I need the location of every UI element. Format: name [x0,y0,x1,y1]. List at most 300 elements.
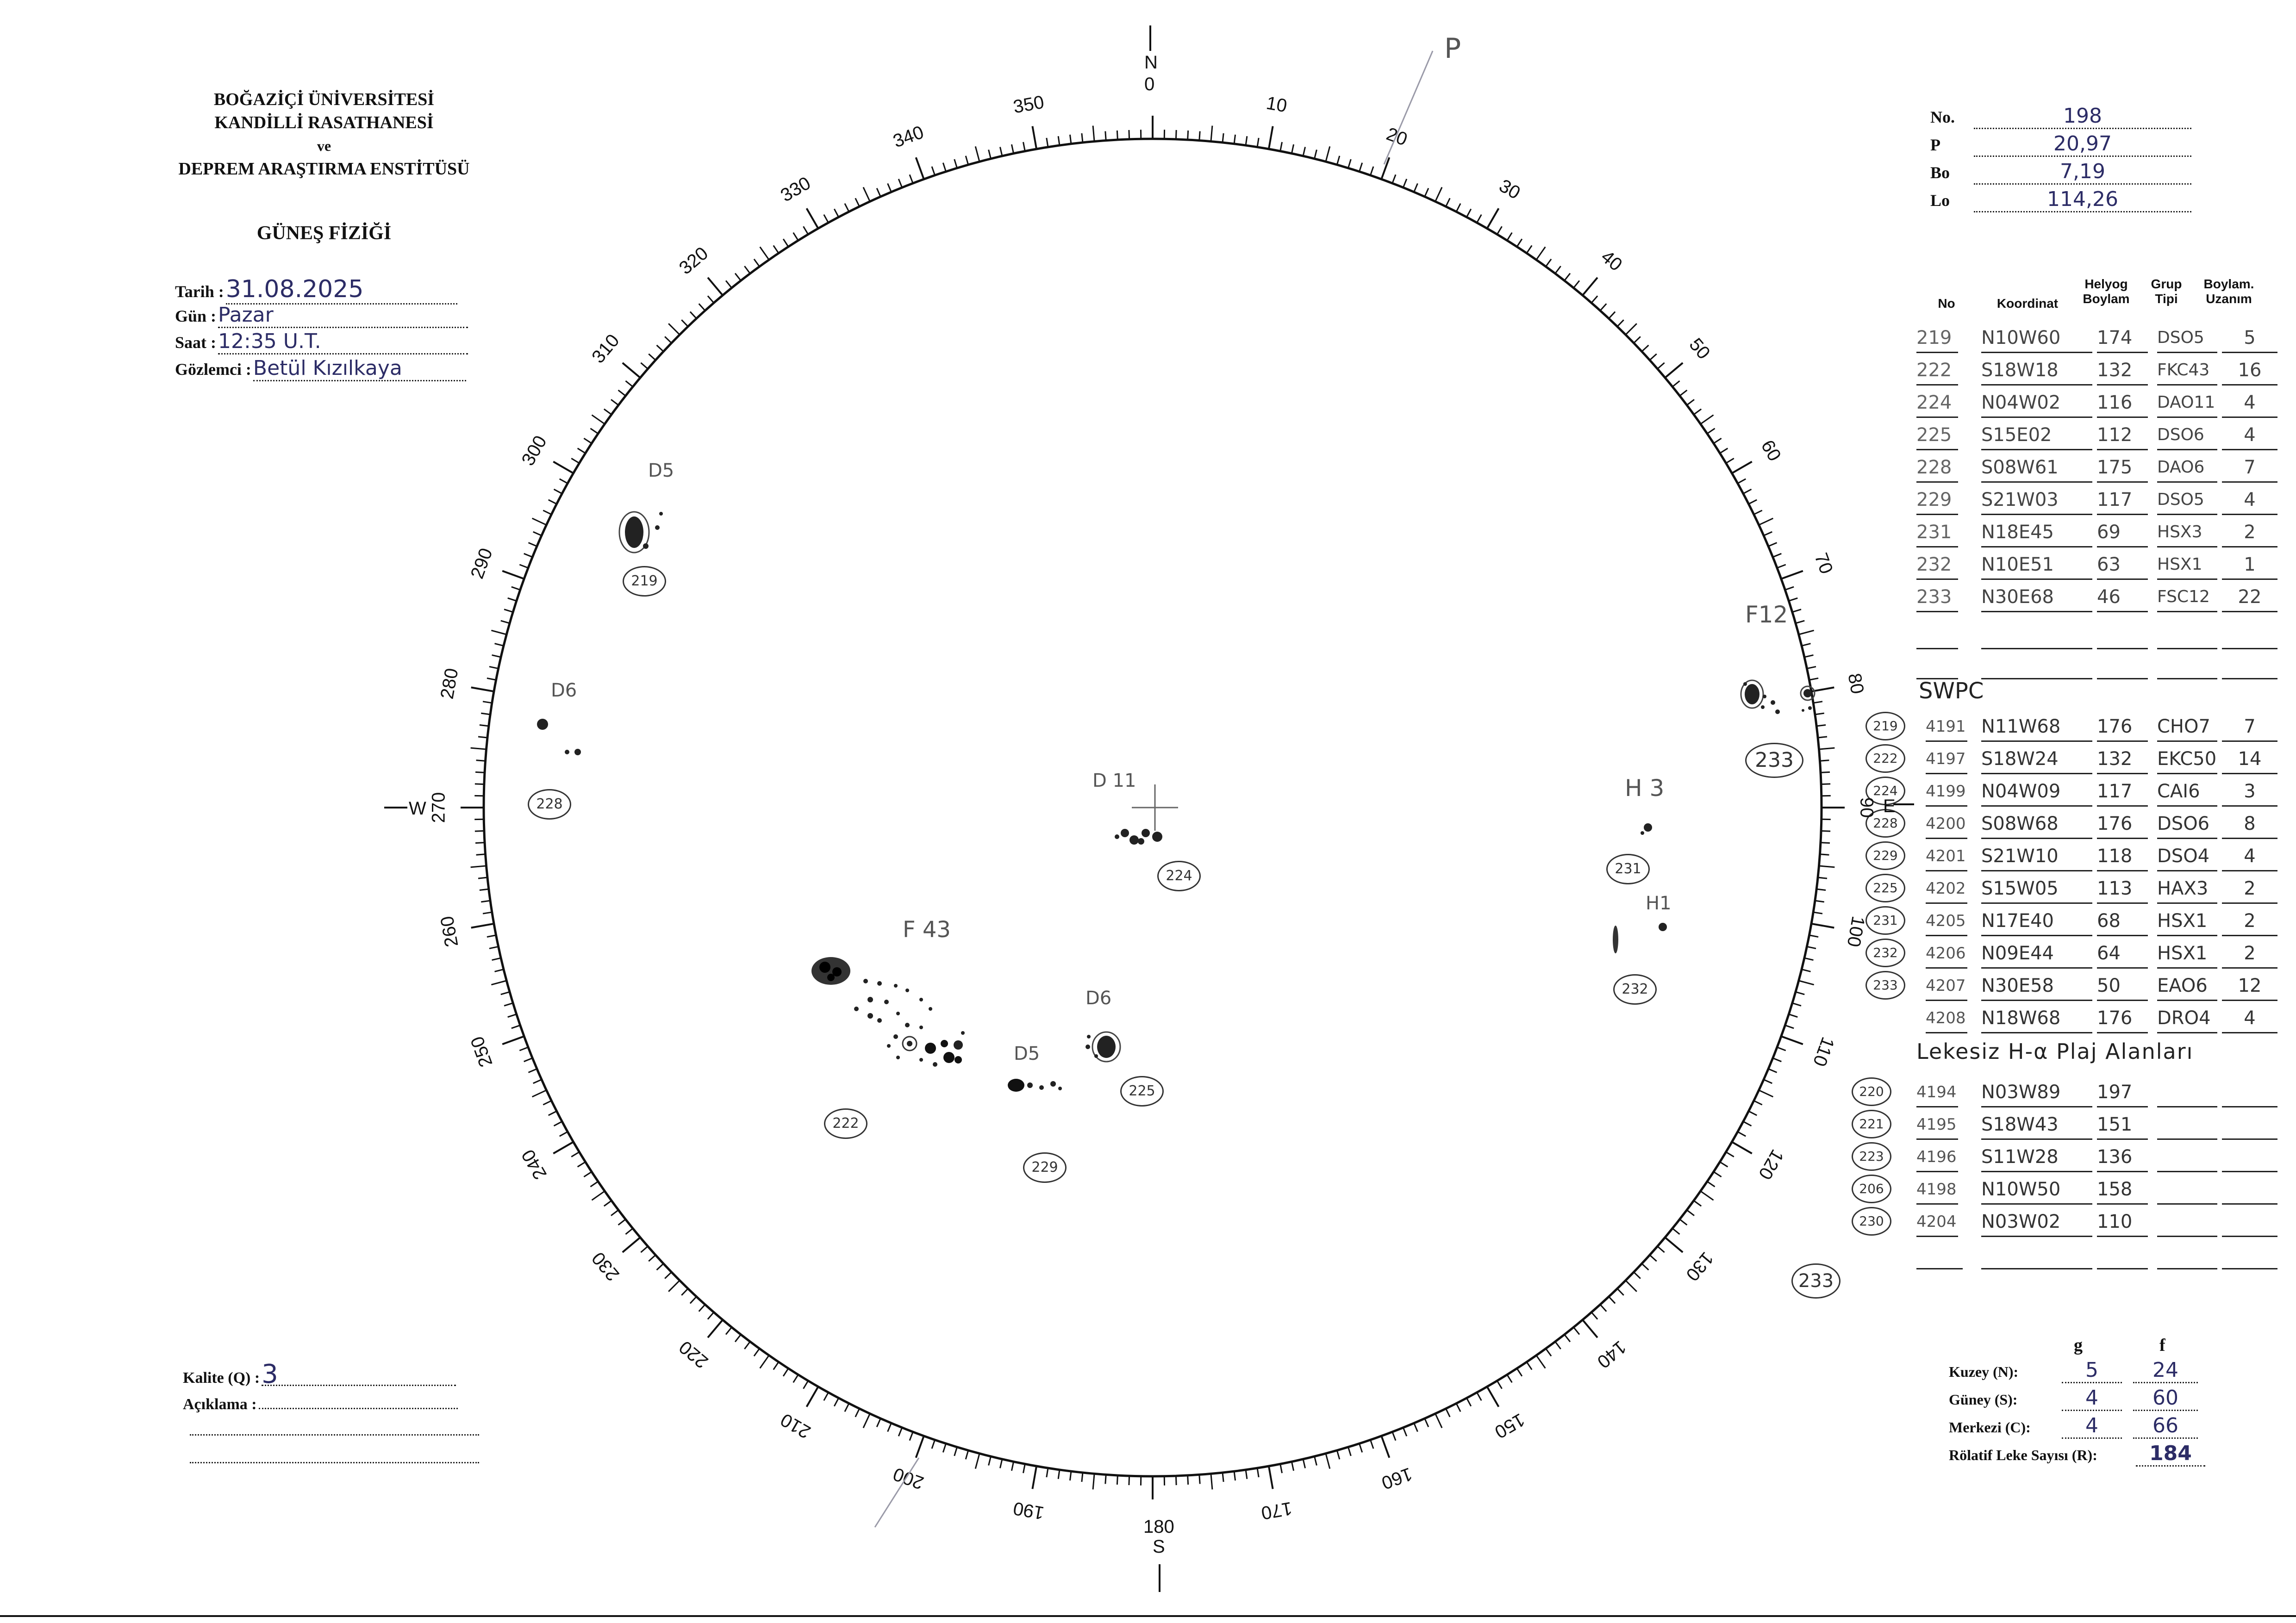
degree-tick [989,1456,991,1465]
group-222-oval: 222 [824,1108,867,1139]
degree-tick [1348,159,1351,168]
degree-tick [1816,889,1826,890]
swpc-coord-cell: S08W68 [1981,810,2092,839]
north-f-value: 24 [2133,1358,2198,1383]
south-f-value: 60 [2133,1386,2198,1411]
swpc-local-id-oval: 219 [1866,712,1905,740]
degree-label: 330 [777,173,814,206]
degree-tick [641,1246,648,1252]
sunspot-group-225 [1086,1032,1120,1062]
degree-tick [1337,156,1340,165]
degree-tick [699,1305,705,1312]
degree-tick [1414,1423,1418,1431]
south-g-value: 4 [2062,1386,2122,1411]
group-type-cell: DAO6 [2157,454,2217,483]
degree-tick [1507,1374,1512,1382]
degree-tick [491,630,506,634]
swpc-lon-cell: 68 [2097,907,2148,936]
degree-tick [560,479,568,484]
degree-tick [524,1058,533,1061]
group-232-oval: 232 [1613,974,1657,1005]
degree-tick [1536,1356,1546,1368]
degree-tick [584,1172,592,1177]
group-type-cell: FSC12 [2157,583,2217,612]
north-label: N [1144,52,1158,73]
swpc-no-cell: 4201 [1926,842,1967,871]
degree-tick [571,458,579,463]
degree-label: 170 [1260,1498,1294,1524]
degree-tick [1403,179,1406,188]
degree-tick [1011,144,1013,154]
plage-no-cell: 4198 [1916,1175,1958,1205]
plage-coord-cell: N03W02 [1981,1208,2092,1237]
degree-label: 190 [1011,1498,1046,1524]
degree-tick [1680,390,1687,396]
degree-tick [916,157,924,179]
degree-tick [625,381,633,387]
degree-label: 210 [777,1409,814,1443]
degree-tick [1032,1466,1036,1489]
sunspot-group-229 [1008,1079,1062,1092]
degree-tick [774,245,779,253]
swpc-coord-cell: N09E44 [1981,939,2092,969]
degree-tick [1303,1459,1305,1468]
degree-tick [708,1320,723,1337]
degree-tick [1573,280,1579,288]
degree-tick [1759,1090,1773,1097]
col-grup-line1: Grup [2151,277,2182,291]
swpc-coord-cell: S21W10 [1981,842,2092,871]
sunspot-group-219 [619,512,663,553]
degree-tick [1743,489,1752,493]
group-ext-cell: 22 [2222,583,2277,612]
degree-label: 260 [437,914,462,949]
degree-tick [1234,135,1235,144]
degree-tick [1802,970,1810,972]
degree-tick [1315,1456,1317,1465]
degree-label: 70 [1810,550,1837,577]
degree-label: 270 [428,792,449,823]
degree-label: 20 [1384,124,1410,150]
degree-tick [476,760,486,761]
observatory-name: KANDİLLİ RASATHANESİ [214,113,434,132]
degree-tick [1819,866,1835,867]
degree-tick [1403,1428,1406,1436]
group-233-oval: 233 [1745,743,1803,778]
degree-tick [1764,532,1772,535]
degree-tick [487,935,496,937]
swpc-coord-cell: S18W24 [1981,745,2092,774]
degree-tick [955,159,957,168]
degree-tick [754,1349,760,1356]
degree-tick [590,429,598,434]
date-label: Tarih : [175,282,224,301]
degree-tick [1796,621,1804,623]
degree-tick [1694,1200,1701,1206]
degree-tick [1392,1432,1396,1441]
degree-tick [519,565,528,568]
degree-tick [1392,174,1396,183]
degree-tick [504,609,513,612]
degree-tick [481,713,490,715]
degree-tick [1799,630,1814,634]
degree-tick [578,1162,586,1167]
degree-tick [668,323,680,335]
degree-tick [1738,479,1746,484]
degree-label: 220 [675,1337,712,1372]
col-helyog-line1: Helyog [2084,277,2128,291]
center-f-value: 66 [2133,1414,2198,1439]
degree-tick [1326,1454,1330,1469]
degree-tick [483,702,492,703]
swpc-lon-cell: 176 [2097,810,2148,839]
plage-local-id-oval: 230 [1852,1207,1891,1236]
degree-tick [1672,1228,1680,1234]
swpc-type-cell: CHO7 [2157,713,2217,742]
degree-tick [1701,1191,1714,1200]
degree-tick [1792,1003,1801,1006]
degree-tick [1749,1111,1757,1115]
observer-value: Betül Kızılkaya [253,356,466,381]
degree-label: 80 [1844,672,1868,696]
degree-tick [1211,1474,1212,1490]
sunspot-group-228 [537,719,581,755]
degree-tick [532,518,547,525]
swpc-local-id-oval: 224 [1866,777,1905,805]
degree-tick [1650,354,1657,360]
degree-tick [1819,748,1835,749]
degree-tick [910,1432,913,1441]
degree-tick [932,167,935,175]
group-coord-cell: S15E02 [1981,421,2092,450]
degree-tick [1517,239,1522,247]
annotation-232-type: H1 [1646,893,1672,914]
degree-tick [512,1025,520,1028]
degree-tick [1032,126,1036,149]
degree-tick [1292,1461,1293,1471]
swpc-ext-cell: 2 [2222,875,2277,904]
plage-lon-cell: 110 [2097,1208,2148,1237]
group-coord-cell: S21W03 [1981,486,2092,515]
swpc-no-cell: 4205 [1926,907,1967,936]
group-228-oval: 228 [528,789,571,820]
degree-tick [1546,1349,1551,1356]
day-label: Gün : [175,307,217,325]
swpc-type-cell: EKC50 [2157,745,2217,774]
swpc-type-cell: DSO6 [2157,810,2217,839]
annotation-229-type: D5 [1014,1043,1040,1064]
swpc-lon-cell: 64 [2097,939,2148,969]
time-label: Saat : [175,333,216,352]
degree-tick [1820,854,1829,855]
p-axis-label: P [1444,32,1461,65]
group-type-cell: DSO5 [2157,324,2217,353]
degree-tick [834,1398,838,1406]
degree-tick [549,1111,557,1115]
degree-tick [623,1237,640,1252]
degree-tick [1609,312,1615,319]
degree-tick [533,532,542,535]
annotation-219-type: D5 [648,460,674,481]
degree-tick [487,678,496,680]
degree-tick [1414,183,1418,192]
degree-tick [504,1003,513,1006]
group-no-cell: 219 [1916,324,1958,353]
institute-name: DEPREM ARAŞTIRMA ENSTİTÜSÜ [178,159,470,179]
group-lon-cell: 116 [2097,389,2148,418]
degree-tick [604,1200,611,1206]
degree-tick [1292,144,1293,154]
degree-tick [480,889,489,890]
degree-tick [1813,912,1822,914]
degree-tick [1326,146,1330,162]
degree-tick [726,280,732,288]
degree-tick [1634,336,1640,343]
annotation-228-type: D6 [551,680,577,701]
degree-tick [668,1281,680,1292]
quality-field[interactable] [183,1359,507,1389]
degree-tick [549,500,557,504]
group-type-cell: FKC43 [2157,356,2217,386]
degree-tick [1785,587,1794,590]
quality-value: 3 [262,1364,456,1386]
degree-tick [824,215,829,223]
degree-tick [690,312,697,319]
degree-label: 290 [467,545,497,582]
swpc-ext-cell: 14 [2222,745,2277,774]
degree-tick [1642,1263,1649,1270]
group-type-cell: DSO5 [2157,486,2217,515]
degree-tick [1809,678,1818,680]
degree-tick [1591,1312,1597,1319]
degree-tick [1082,133,1083,143]
degree-tick [975,146,980,162]
degree-tick [1536,247,1546,260]
swpc-type-cell: CAI6 [2157,777,2217,807]
degree-tick [1818,877,1827,878]
degree-tick [955,1447,957,1456]
degree-tick [1687,399,1694,405]
south-180-label: 180 [1143,1517,1174,1537]
degree-tick [471,924,494,928]
sunspot-group-222 [811,957,965,1067]
degree-tick [943,163,946,172]
south-label: S [1153,1536,1165,1557]
header-conjunction: ve [317,137,331,154]
degree-label: 10 [1265,93,1289,117]
degree-tick [690,1297,697,1304]
degree-tick [657,345,664,352]
param-no-value: 198 [1974,104,2191,129]
degree-tick [1466,1398,1471,1406]
param-p-value: 20,97 [1974,132,2191,157]
degree-tick [1446,198,1450,206]
degree-tick [1023,142,1025,151]
degree-tick [478,737,487,738]
degree-tick [611,399,618,405]
degree-tick [1665,363,1683,378]
degree-tick [824,1393,829,1400]
degree-tick [1477,1393,1482,1400]
south-count-row[interactable] [1949,1386,2227,1411]
degree-tick [543,1101,551,1105]
degree-tick [1583,278,1597,295]
group-219-oval: 219 [623,566,666,597]
degree-tick [803,226,808,234]
degree-label: 200 [890,1463,927,1493]
degree-label: 340 [890,122,927,152]
swpc-title: SWPC [1919,678,1984,704]
degree-tick [471,687,494,691]
degree-tick [1726,458,1734,463]
degree-tick [708,1312,714,1319]
comment-line-2[interactable] [190,1418,479,1436]
group-coord-cell: N10W60 [1981,324,2092,353]
degree-tick [560,1132,568,1137]
group-lon-cell: 117 [2097,486,2148,515]
degree-tick [898,1428,902,1436]
degree-label: 100 [1843,914,1869,949]
group-ext-cell: 2 [2222,518,2277,547]
page-bottom-edge [0,1615,2296,1617]
group-type-cell: HSX1 [2157,551,2217,580]
degree-tick [1466,209,1471,217]
degree-tick [735,1335,741,1342]
date-value: 31.08.2025 [226,275,457,305]
group-no-cell: 228 [1916,454,1958,483]
degree-tick [793,1374,799,1382]
degree-tick [910,174,913,183]
annotation-231-type: H 3 [1625,775,1665,802]
degree-tick [471,866,487,867]
sunspot-group-232 [1613,923,1667,953]
group-no-cell: 222 [1916,356,1958,386]
degree-tick [489,666,499,668]
swpc-type-cell: HAX3 [2157,875,2217,904]
degree-tick [618,390,626,396]
relative-number-row[interactable] [1949,1442,2227,1467]
swpc-no-cell: 4202 [1926,875,1967,904]
degree-tick [1773,553,1782,557]
degree-tick [681,1288,688,1295]
degree-tick [1257,138,1259,147]
degree-tick [1815,901,1824,902]
comment-field[interactable] [183,1392,507,1413]
comment-line-3[interactable] [190,1446,479,1463]
degree-tick [1507,233,1512,241]
center-g-value: 4 [2062,1414,2122,1439]
degree-tick [1425,188,1429,197]
swpc-lon-cell: 118 [2097,842,2148,871]
degree-tick [1487,208,1499,228]
degree-tick [1816,725,1826,726]
degree-tick [1773,1058,1782,1061]
annotation-224-type: D 11 [1092,770,1136,791]
degree-tick [1280,142,1282,151]
degree-tick [1754,1101,1762,1105]
north-count-row[interactable] [1949,1358,2227,1383]
quality-label: Kalite (Q) : [183,1369,260,1387]
swpc-ext-cell: 2 [2222,907,2277,936]
group-coord-cell: N10E51 [1981,551,2092,580]
degree-tick [481,901,490,902]
annotation-225-type: D6 [1086,988,1112,1009]
degree-tick [1792,609,1801,612]
degree-tick [1813,702,1822,703]
swpc-no-cell: 4208 [1926,1004,1967,1033]
degree-tick [898,179,902,188]
degree-tick [1527,245,1532,253]
degree-tick [681,320,688,326]
degree-tick [1626,1281,1637,1292]
degree-tick [735,274,741,281]
degree-tick [649,1255,655,1261]
center-count-row[interactable] [1949,1414,2227,1439]
swpc-ext-cell: 8 [2222,810,2277,839]
degree-tick [492,958,501,960]
degree-tick [1058,1470,1060,1479]
degree-tick [1527,1362,1532,1370]
degree-tick [618,1219,626,1225]
swpc-type-cell: HSX1 [2157,939,2217,969]
plage-no-cell: 4204 [1916,1208,1958,1237]
degree-tick [1517,1368,1522,1376]
degree-tick [1707,1181,1715,1187]
group-coord-cell: N04W02 [1981,389,2092,418]
degree-tick [1023,1464,1025,1473]
degree-tick [512,587,520,590]
degree-tick [1804,655,1813,657]
degree-label: 130 [1682,1248,1717,1285]
sunspot-group-233 [1741,680,1815,714]
param-bo-label: Bo [1930,163,1950,182]
group-ext-cell: 1 [2222,551,2277,580]
col-coord-header: Koordinat [1997,296,2059,311]
sunspot-group-231 [1641,823,1652,835]
group-lon-cell: 112 [2097,421,2148,450]
degree-tick [480,725,489,726]
degree-label: 310 [588,330,624,367]
swpc-coord-cell: S15W05 [1981,875,2092,904]
degree-tick [1714,438,1722,443]
plage-no-cell: 4195 [1916,1111,1958,1140]
degree-tick [1280,1464,1282,1473]
degree-tick [708,278,723,295]
degree-tick [501,621,510,623]
count-f-header: f [2159,1336,2165,1355]
degree-tick [1573,1327,1579,1335]
degree-tick [1000,1459,1002,1468]
degree-tick [1082,1473,1083,1482]
degree-tick [1555,266,1561,274]
degree-tick [649,354,655,360]
north-g-value: 5 [2062,1358,2122,1383]
degree-tick [1360,1443,1362,1452]
plage-lon-cell: 136 [2097,1143,2148,1172]
degree-tick [966,156,968,165]
degree-tick [495,970,504,972]
degree-tick [1370,1440,1373,1449]
degree-tick [863,187,870,202]
degree-tick [604,409,611,415]
degree-tick [888,1423,892,1431]
degree-tick [1546,259,1551,267]
degree-tick [845,1404,849,1412]
degree-tick [975,1454,980,1469]
degree-label: 160 [1379,1463,1415,1493]
degree-label: 300 [518,432,551,469]
comment-label: Açıklama : [183,1396,257,1413]
